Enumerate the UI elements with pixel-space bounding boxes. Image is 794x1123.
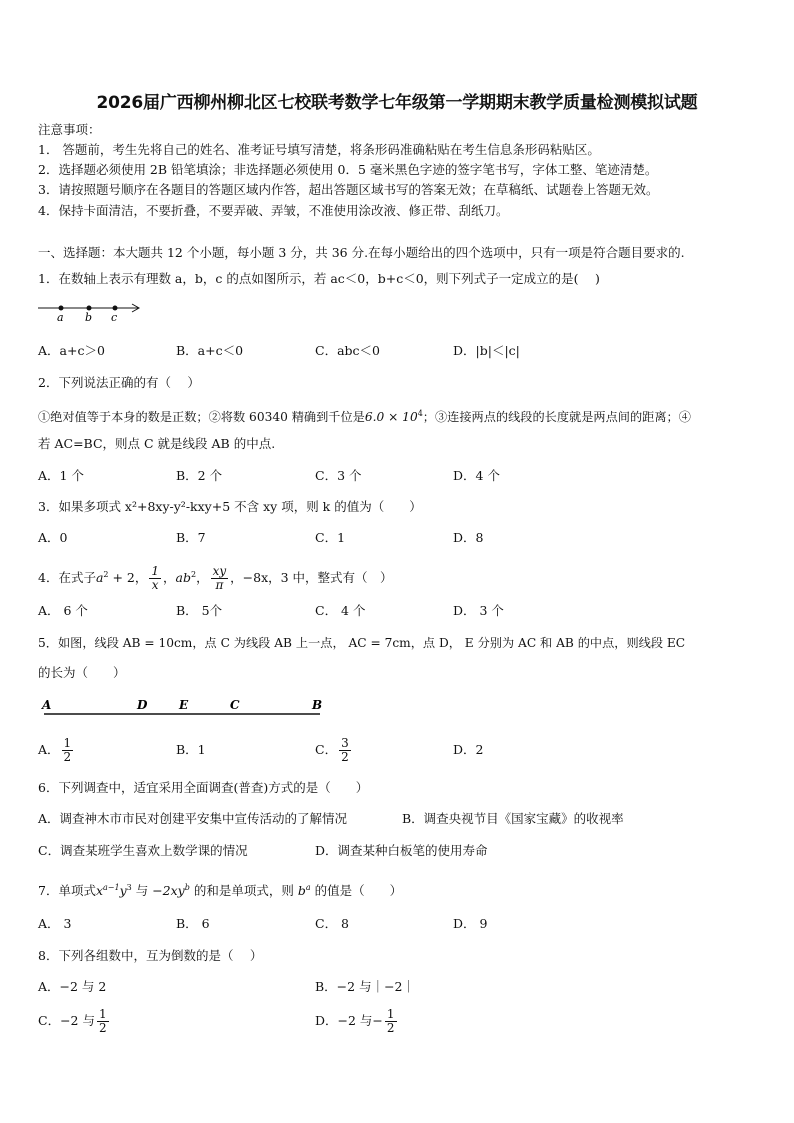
exponent: 3 [126,883,132,892]
stem-text: 的值是（ ） [310,883,403,899]
numerator: 1 [63,736,72,750]
math-expr: y [119,883,127,899]
option-d[interactable]: D．调查某种白板笔的使用寿命 [315,843,488,858]
option-a[interactable]: A．0 [38,530,68,545]
exponent: a−1 [103,883,120,892]
label-b: b [85,311,93,324]
option-a[interactable]: A．−2 与 2 [38,979,107,994]
exponent: 2 [103,570,109,579]
number-line-figure [36,300,146,324]
denominator: 2 [386,1021,395,1035]
option-a[interactable] [38,735,75,765]
option-d[interactable]: D．4 个 [453,468,500,483]
option-c[interactable]: C．3 个 [315,468,362,483]
point-a [59,306,64,311]
option-d[interactable]: D．2 [453,742,484,757]
question-2-statements [38,406,691,425]
exponent: b [184,883,190,892]
denominator: 2 [98,1021,107,1035]
option-b[interactable]: B．2 个 [176,468,223,483]
option-d[interactable]: D．|b|＜|c| [453,343,520,358]
segment-figure [38,696,328,722]
option-c[interactable]: C．调查某班学生喜欢上数学课的情况 [38,843,248,858]
notice-heading: 注意事项： [38,122,101,137]
denominator: 2 [63,750,72,764]
option-a[interactable]: A． 6 个 [38,603,88,618]
label-b: B [312,698,323,712]
math-expr: + 2， [108,570,148,586]
label-c: C [230,698,240,712]
notice-item: 3．请按照题号顺序在各题目的答题区域内作答，超出答题区域书写的答案无效；在草稿纸、试题卷上答题无效。 [38,182,659,197]
option-b[interactable]: B．1 [176,742,206,757]
option-c[interactable]: C． 4 个 [315,603,366,618]
separator: ， [196,570,209,586]
statement-text: ①绝对值等于本身的数是正数；②将数 60340 精确到千位是 [38,410,365,425]
question-6-stem: 6．下列调查中，适宜采用全面调查(普查)方式的是（ ） [38,780,369,795]
stem-text: 的和是单项式，则 [189,883,298,899]
option-a[interactable]: A． 3 [38,916,72,931]
option-c[interactable]: C．1 [315,530,346,545]
label-c: c [111,311,118,324]
numerator: 1 [386,1007,395,1021]
fraction [211,565,229,592]
math-expr: −2xy [152,883,185,899]
statement-text: ；③连接两点的线段的长度就是两点间的距离；④ [422,410,691,425]
option-b[interactable]: B．调查央视节目《国家宝藏》的收视率 [402,811,624,826]
option-b[interactable]: B．a+c＜0 [176,343,244,358]
math-expr: b [297,883,306,899]
notice-item: 1． 答题前，考生先将自己的姓名、准考证号填写清楚，将条形码准确粘贴在考生信息条形码粘贴区。 [38,142,600,157]
notice-item: 4．保持卡面清洁，不要折叠，不要弄破、弄皱，不准使用涂改液、修正带、刮纸刀。 [38,203,509,218]
fraction [385,1008,397,1035]
point-c [113,306,118,311]
page-title: 2026届广西柳州柳北区七校联考数学七年级第一学期期末教学质量检测模拟试题 [96,93,698,113]
denominator: x [151,578,159,593]
label-a: a [57,311,64,324]
label-a: A [42,698,52,712]
exponent: 4 [417,409,423,418]
option-c[interactable]: C． 8 [315,916,349,931]
option-b[interactable]: B．−2 与｜−2｜ [315,979,416,994]
option-c[interactable] [38,1006,111,1036]
point-b [87,306,92,311]
denominator: 2 [341,750,349,764]
question-1-stem: 1．在数轴上表示有理数 a，b，c 的点如图所示，若 ac＜0，b+c＜0，则下列式子一定成立的是( ) [38,271,600,286]
separator: ， [163,570,176,586]
question-3-stem: 3．如果多项式 x²+8xy-y²-kxy+5 不含 xy 项，则 k 的值为（ ） [38,499,422,514]
notice-item: 2．选择题必须使用 2B 铅笔填涂；非选择题必须使用 0．5 毫米黑色字迹的签字笔书写，字体工整、笔迹清楚。 [38,162,658,177]
option-d[interactable]: D．8 [453,530,484,545]
option-d[interactable]: D． 9 [453,916,488,931]
option-a[interactable]: A．调查神木市市民对创建平安集中宣传活动的了解情况 [38,811,348,826]
option-label: C． [315,742,338,757]
option-b[interactable]: B．7 [176,530,206,545]
option-c[interactable] [315,735,353,765]
denominator: π [215,578,224,593]
question-2-statement-4: 若 AC=BC，则点 C 就是线段 AB 的中点. [38,436,276,451]
fraction [62,737,74,764]
stem-text: 与 [131,883,153,899]
numerator: 3 [341,736,349,750]
section-heading: 一、选择题：本大题共 12 个小题，每小题 3 分，共 36 分.在每小题给出的四个选项中，只有一项是符合题目要求的. [38,245,685,260]
fraction [97,1008,109,1035]
stem-text: 4．在式子 [38,570,96,586]
option-a[interactable]: A．1 个 [38,468,84,483]
question-7-stem [38,880,402,899]
numerator: 1 [98,1007,107,1021]
question-5-stem-cont: 的长为（ ） [38,665,126,680]
option-label: A． [38,742,60,757]
question-4-stem [38,561,393,592]
option-c[interactable]: C．abc＜0 [315,343,380,358]
stem-text: 7．单项式 [38,883,96,899]
question-8-stem: 8．下列各组数中，互为倒数的是（ ） [38,948,263,963]
numerator: xy [212,564,227,579]
numerator: 1 [151,564,160,579]
option-b[interactable]: B． 6 [176,916,210,931]
math-expr: ab [175,570,191,586]
option-d[interactable]: D． 3 个 [453,603,504,618]
option-label: D．−2 与− [315,1013,383,1028]
exponent: 2 [191,570,197,579]
fraction [149,565,161,592]
fraction [339,737,351,764]
exponent: a [305,883,311,892]
label-d: D [137,698,148,712]
option-b[interactable]: B． 5个 [176,603,223,618]
label-e: E [179,698,189,712]
stem-text: ，−8x，3 中，整式有（ ） [230,570,393,586]
option-label: C．−2 与 [38,1013,95,1028]
option-d[interactable] [315,1006,399,1036]
math-expr: a [95,570,104,586]
question-5-stem: 5．如图，线段 AB = 10cm，点 C 为线段 AB 上一点， AC = 7cm，点 D， E 分别为 AC 和 AB 的中点，则线段 EC [38,636,686,650]
math-expr: x [95,883,104,899]
question-2-stem: 2．下列说法正确的有（ ） [38,375,200,390]
scientific-number: 6.0 × 10 [364,410,418,425]
option-a[interactable]: A．a+c＞0 [38,343,105,358]
